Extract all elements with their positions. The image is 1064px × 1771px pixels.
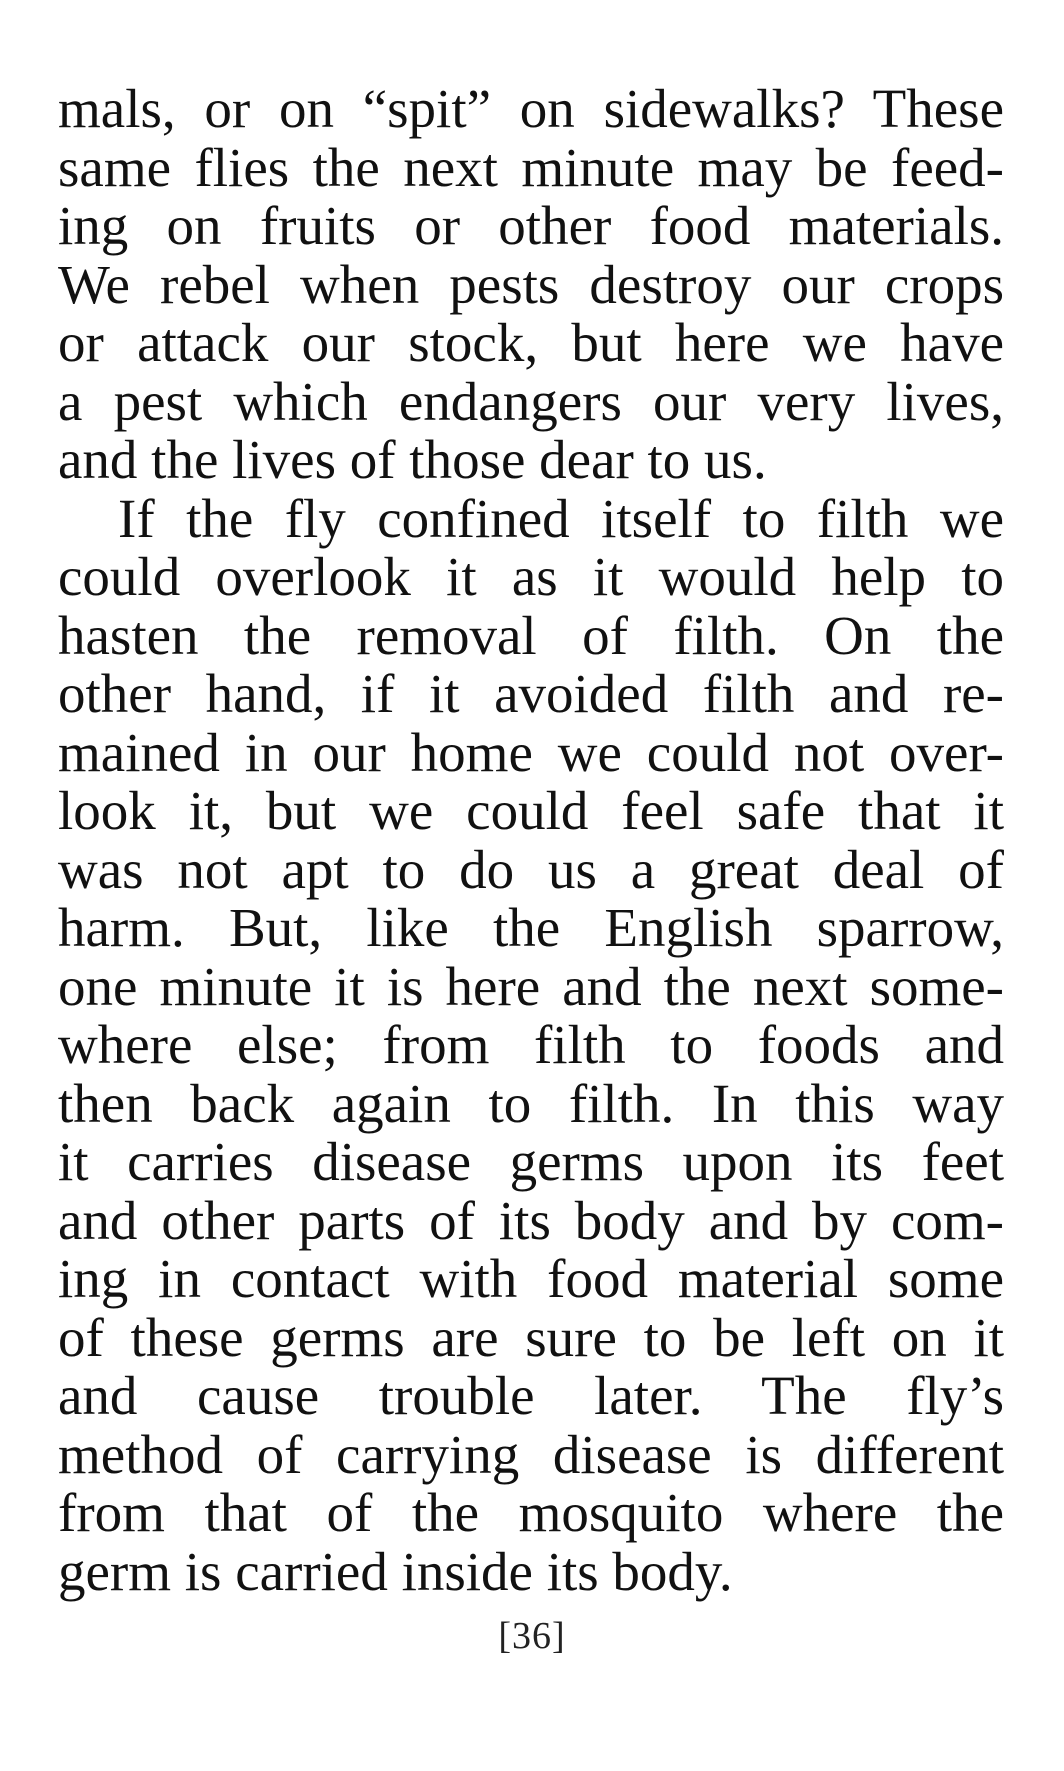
text-line: it carries disease germs upon its feet — [58, 1131, 1004, 1192]
body-text — [58, 80, 1004, 1601]
text-line: a pest which endangers our very lives, — [58, 370, 1004, 432]
text-line: one minute it is here and the next some- — [58, 955, 1004, 1017]
text-line: ing in contact with food material some — [58, 1248, 1004, 1309]
text-line: look it, but we could feel safe that it — [58, 780, 1004, 841]
text-line: same flies the next minute may be feed- — [58, 136, 1004, 198]
text-line: and other parts of its body and by com- — [58, 1189, 1004, 1251]
text-line: or attack our stock, but here we have — [58, 312, 1004, 373]
text-line: and the lives of those dear to us. — [58, 429, 767, 490]
text-line: from that of the mosquito where the — [58, 1482, 1004, 1543]
paragraph-2 — [58, 487, 1004, 1602]
text-line: mained in our home we could not over- — [58, 721, 1004, 783]
text-line: hasten the removal of filth. On the — [58, 604, 1004, 666]
text-line: method of carrying disease is different — [58, 1423, 1004, 1485]
text-line: could overlook it as it would help to — [58, 546, 1004, 607]
text-line: We rebel when pests destroy our crops — [58, 253, 1004, 315]
text-line: germ is carried inside its body. — [58, 1540, 733, 1602]
paragraph-1 — [58, 80, 1004, 490]
text-line: other hand, if it avoided filth and re- — [58, 663, 1004, 724]
text-line: harm. But, like the English sparrow, — [58, 897, 1004, 958]
text-line: then back again to filth. In this way — [58, 1072, 1004, 1134]
text-line: If the fly confined itself to filth we — [118, 487, 1004, 549]
text-line: of these germs are sure to be left on it — [58, 1306, 1004, 1368]
text-line: and cause trouble later. The fly’s — [58, 1365, 1004, 1426]
text-line: ing on fruits or other food materials. — [58, 195, 1004, 256]
text-line: where else; from filth to foods and — [58, 1014, 1004, 1075]
page-number: [36] — [498, 1615, 566, 1657]
text-line: was not apt to do us a great deal of — [58, 838, 1004, 900]
text-line: mals, or on “spit” on sidewalks? These — [58, 78, 1004, 139]
